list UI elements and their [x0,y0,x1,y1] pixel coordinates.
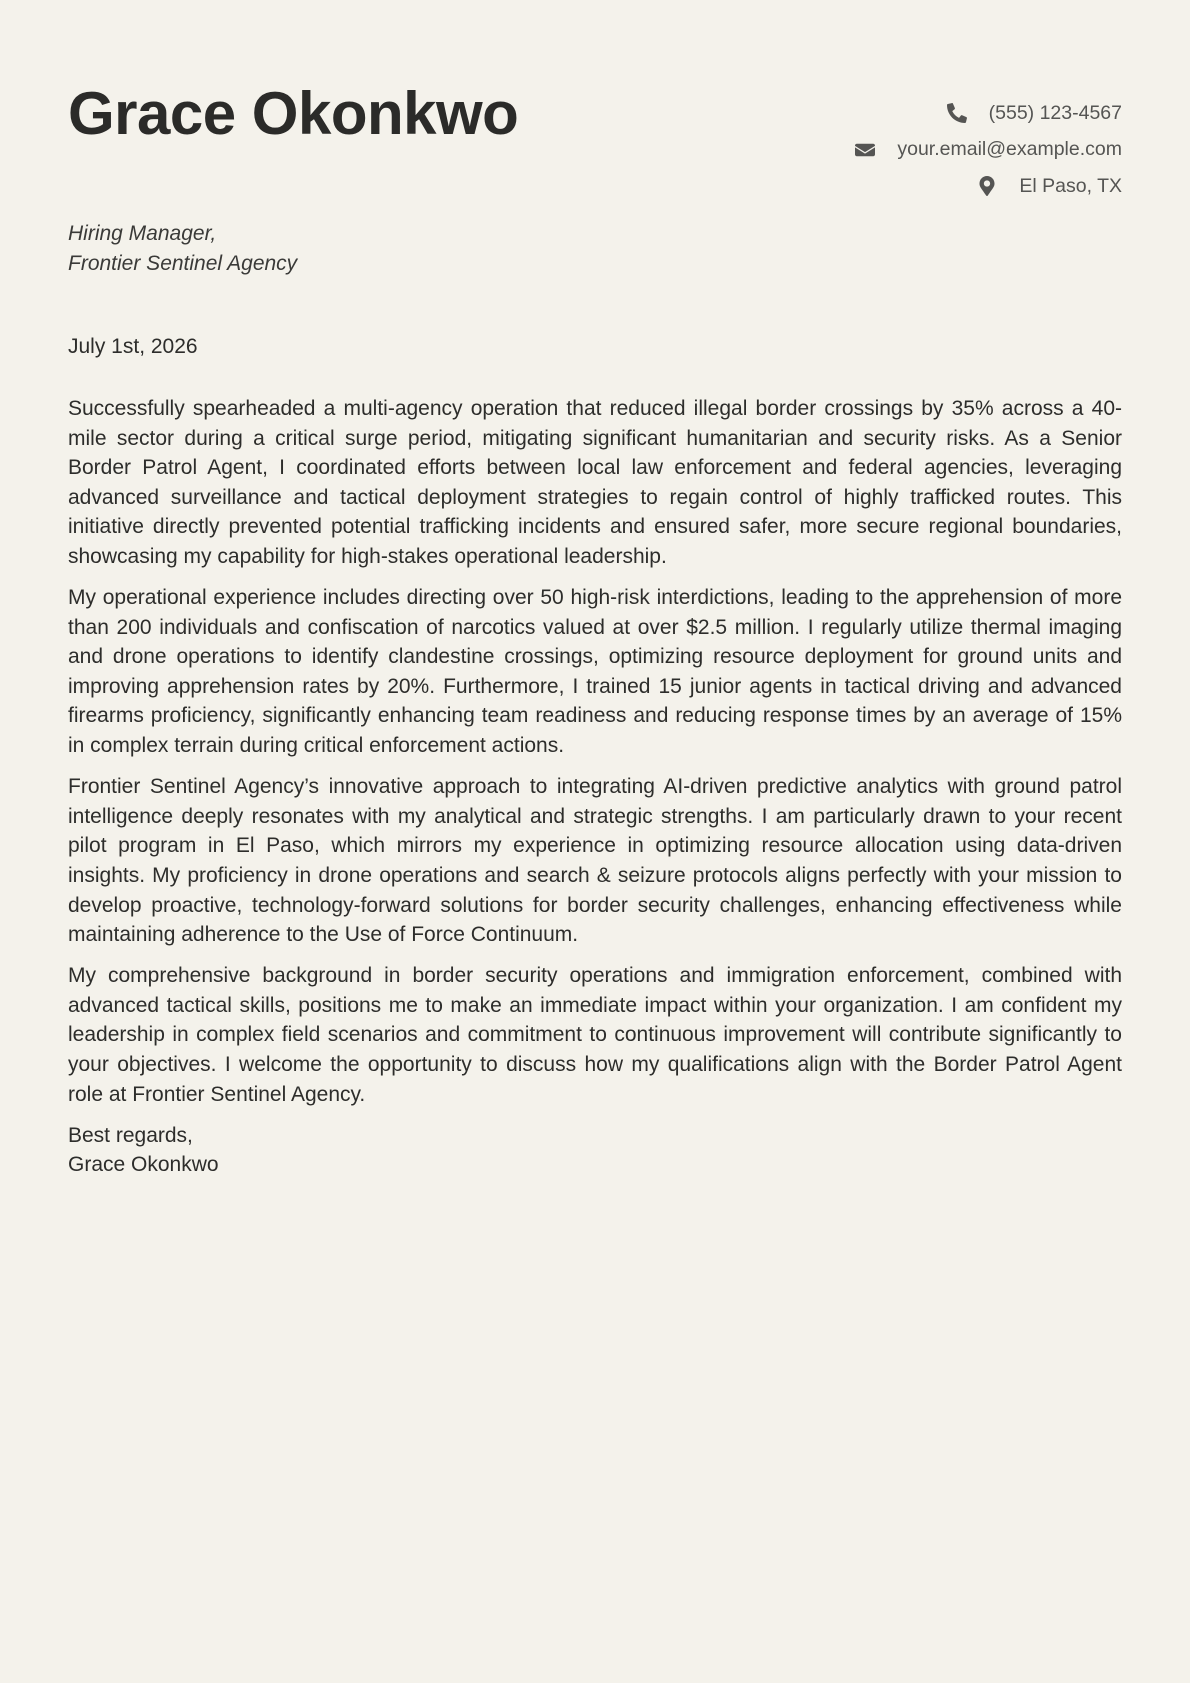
letter-body [68,394,1122,1109]
contact-location [855,168,1122,205]
phone-icon [947,103,967,123]
email-text: your.email@example.com [897,138,1122,161]
contact-info [855,95,1122,205]
signature-name: Grace Okonkwo [68,1153,219,1177]
location-text: El Paso, TX [1019,174,1122,197]
letter-header [68,0,1122,205]
recipient-title: Hiring Manager, [68,222,217,245]
contact-email [855,132,1122,169]
body-paragraph: Successfully spearheaded a multi-agency operation that reduced illegal border crossings by 35% across a 40-mile sector during a critical surge period, mitigating significant humanitarian and security risks. As a Senior Border Patrol Agent, I coordinated efforts between local law enforcement and federal agencies, leveraging advanced surveillance and tactical deployment strategies to regain control of highly trafficked routes. This initiative directly prevented potential trafficking incidents and ensured safer, more secure regional boundaries, showcasing my capability for high-stakes operational leadership. [68,397,1122,568]
recipient-company: Frontier Sentinel Agency [68,251,298,275]
body-paragraph: My comprehensive background in border security operations and immigration enforcement, combined with advanced tactical skills, positions me to make an immediate impact within your organization. I am confident my leadership in complex field scenarios and commitment to continuous improvement will contribute significantly to your objectives. I welcome the opportunity to discuss how my qualifications align with the Border Patrol Agent role at Frontier Sentinel Agency. [68,964,1122,1106]
cover-letter-page [68,0,1122,1180]
envelope-icon [855,140,875,160]
applicant-name: Grace Okonkwo [68,80,519,147]
recipient-block [68,219,1122,278]
letter-date: July 1st, 2026 [68,335,198,358]
body-paragraph: My operational experience includes directing over 50 high-risk interdictions, leading to the apprehension of more than 200 individuals and confiscation of narcotics valued at over $2.5 million. I regularly utilize thermal imaging and drone operations to identify clandestine crossings, optimizing resource deployment for ground units and improving apprehension rates by 20%. Furthermore, I trained 15 junior agents in tactical driving and advanced firearms proficiency, significantly enhancing team readiness and reducing response times by an average of 15% in complex terrain during critical enforcement actions. [68,586,1122,758]
body-paragraph: Frontier Sentinel Agency’s innovative approach to integrating AI-driven predictive analytics with ground patrol intelligence deeply resonates with my analytical and strategic strengths. I am particularly drawn to your recent pilot program in El Paso, which mirrors my experience in optimizing resource allocation using data-driven insights. My proficiency in drone operations and search & seizure protocols aligns perfectly with your mission to develop proactive, technology-forward solutions for border security challenges, enhancing effectiveness while maintaining adherence to the Use of Force Continuum. [68,775,1122,947]
phone-text: (555) 123-4567 [988,101,1122,124]
contact-phone [855,95,1122,132]
closing-text: Best regards, [68,1123,193,1147]
map-marker-icon [977,176,997,196]
signoff-block [68,1121,1122,1180]
